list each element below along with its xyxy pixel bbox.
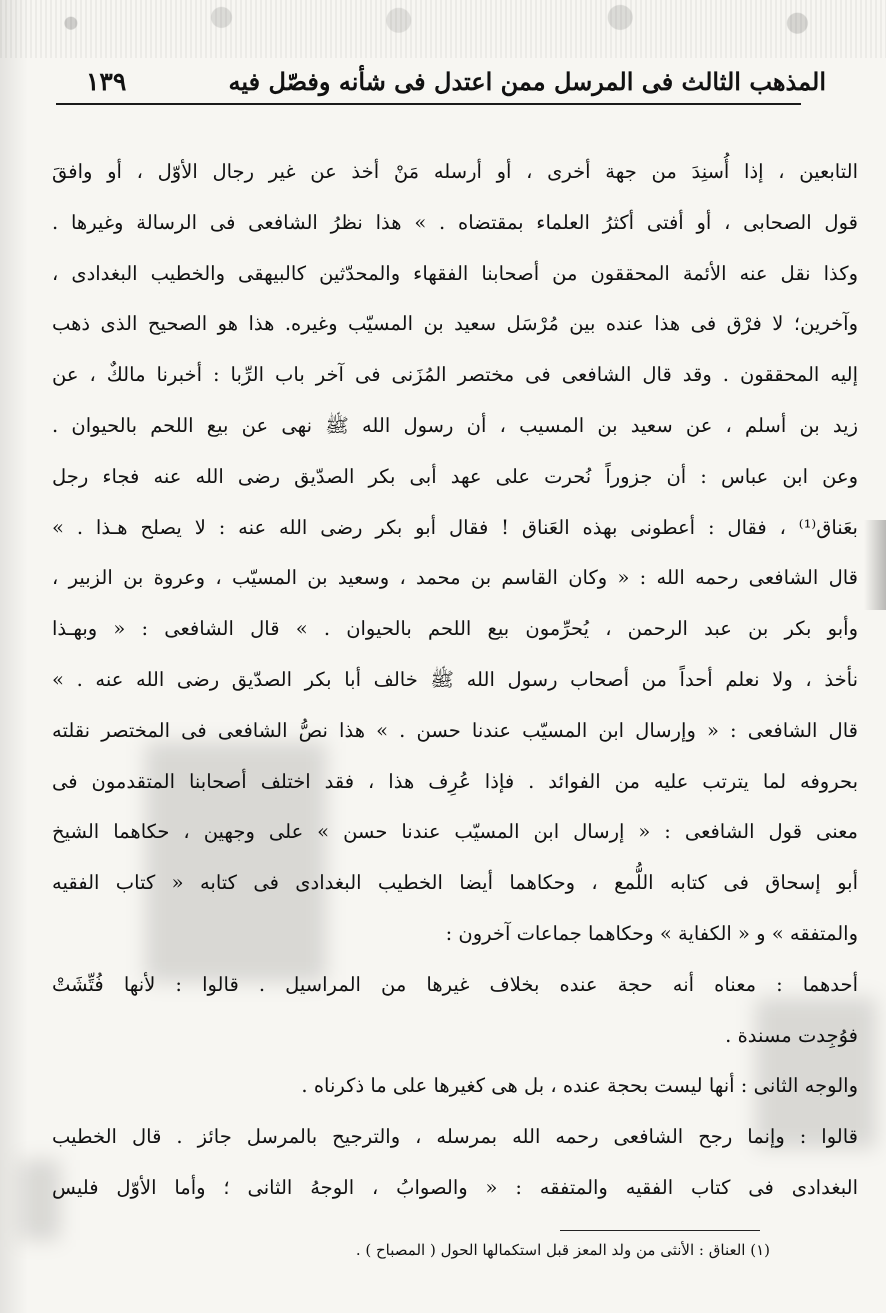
- text-line: إليه المحققون . وقد قال الشافعى فى مختصر المُزَنى فى آخر باب الرِّبا : أخبرنا مالكٌ ، عن: [52, 363, 858, 387]
- scan-smudge: [20, 1160, 60, 1240]
- text-line: وأبو بكر بن عبد الرحمن ، يُحرِّمون بيع اللحم بالحيوان . » قال الشافعى : « وبهـذا: [52, 617, 858, 641]
- text-line: وكذا نقل عنه الأئمة المحققون من أصحابنا الفقهاء والمحدّثين كالبيهقى والخطيب البغدادى ،: [52, 261, 858, 285]
- margin-mark: [864, 520, 886, 610]
- text-line: زيد بن أسلم ، عن سعيد بن المسيب ، أن رسول الله ﷺ نهى عن بيع اللحم بالحيوان .: [52, 413, 858, 437]
- text-line: بحروفه لما يترتب عليه من الفوائد . فإذا عُرِف هذا ، فقد اختلف أصحابنا المتقدمون فى: [52, 769, 858, 793]
- text-line: وعن ابن عباس : أن جزوراً نُحرت على عهد أبى بكر الصدّيق رضى الله عنه فجاء رجل: [52, 464, 858, 488]
- text-line: قالوا : وإنما رجح الشافعى رحمه الله بمرسله ، والترجيح بالمرسل جائز . قال الخطيب: [52, 1125, 858, 1149]
- text-line: معنى قول الشافعى : « إرسال ابن المسيّب عندنا حسن » على وجهين ، حكاهما الشيخ: [52, 820, 858, 844]
- text-line: نأخذ ، ولا نعلم أحداً من أصحاب رسول الله ﷺ خالف أبا بكر الصدّيق رضى الله عنه . »: [52, 667, 858, 691]
- text-line: البغدادى فى كتاب الفقيه والمتفقه : « والصوابُ ، الوجهُ الثانى ؛ وأما الأوّل فليس: [52, 1175, 858, 1199]
- header-rule: [56, 103, 801, 105]
- margin-shadow: [0, 0, 28, 1313]
- text-line: قول الصحابى ، أو أفتى أكثرُ العلماء بمقتضاه . » هذا نظرُ الشافعى فى الرسالة وغيرها .: [52, 210, 858, 234]
- running-header: [86, 62, 826, 100]
- footnote: (١) العناق : الأنثى من ولد المعز قبل استكمالها الحول ( المصباح ) .: [355, 1241, 770, 1259]
- page-number: ١٣٩: [86, 66, 127, 96]
- page-header-title: المذهب الثالث فى المرسل ممن اعتدل فى شأنه وفصّل فيه: [228, 66, 826, 96]
- text-line: وآخرين؛ لا فرْق فى هذا عنده بين مُرْسَل سعيد بن المسيّب وغيره. هذا هو الصحيح الذى ذهب: [52, 312, 858, 336]
- scan-smudge: [756, 998, 876, 1148]
- text-line: بعَناق⁽¹⁾ ، فقال : أعطونى بهذه العَناق ! فقال أبو بكر رضى الله عنه : لا يصلح هـذا . »: [52, 515, 858, 539]
- text-line: قال الشافعى : « وإرسال ابن المسيّب عندنا حسن . » هذا نصُّ الشافعى فى المختصر نقلته: [52, 718, 858, 742]
- scan-smudge: [146, 742, 326, 982]
- text-line: قال الشافعى رحمه الله : « وكان القاسم بن محمد ، وسعيد بن المسيّب ، وعروة بن الزبير ،: [52, 566, 858, 590]
- text-line: والمتفقه » و « الكفاية » وحكاهما جماعات آخرون :: [445, 921, 858, 945]
- text-line: فوُجِدت مسندة .: [725, 1023, 858, 1047]
- text-line: أبو إسحاق فى كتابه اللُّمع ، وحكاهما أيضا الخطيب البغدادى فى كتابه « كتاب الفقيه: [52, 871, 858, 895]
- text-line: والوجه الثانى : أنها ليست بحجة عنده ، بل هى كغيرها على ما ذكرناه .: [301, 1074, 858, 1098]
- text-line: التابعين ، إذا أُسنِدَ من جهة أخرى ، أو أرسله مَنْ أخذ عن غير رجال الأوّل ، أو وافقَ: [52, 160, 858, 183]
- text-line: أحدهما : معناه أنه حجة عنده بخلاف غيرها من المراسيل . قالوا : لأنها فُتِّشَتْ: [52, 972, 858, 996]
- scan-noise: [0, 0, 886, 58]
- footnote-rule: [560, 1230, 760, 1231]
- body-text: [52, 147, 858, 1214]
